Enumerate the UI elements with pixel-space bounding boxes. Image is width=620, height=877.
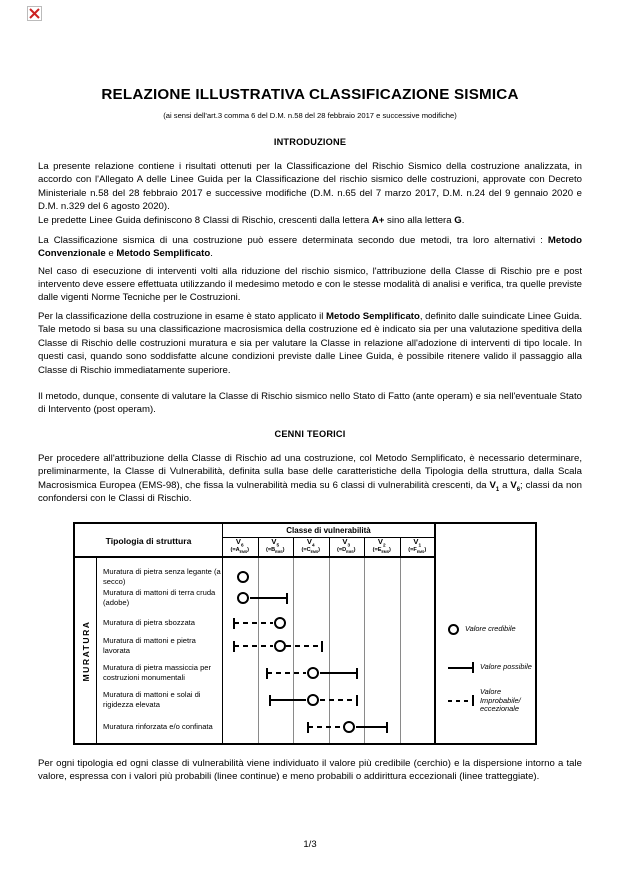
range-end-tick xyxy=(233,618,235,629)
table-row-label: Muratura di mattoni e solai di rigidezza elevata xyxy=(103,690,201,709)
legend-item: Valore Improbabile/ eccezionale xyxy=(448,688,536,714)
possible-range-line xyxy=(250,597,287,599)
range-end-tick xyxy=(356,695,358,706)
credible-value-circle xyxy=(237,571,249,583)
credible-value-circle xyxy=(274,640,286,652)
range-end-tick xyxy=(356,668,358,679)
table-row-label: Muratura di pietra massiccia per costruzioni monumentali xyxy=(103,663,212,682)
paragraph: Le predette Linee Guida definiscono 8 Classi di Rischio, crescenti dalla lettera A+ sino alla lettera G. xyxy=(38,214,465,226)
legend-item: Valore possibile xyxy=(448,662,536,673)
column-header-typology: Tipologia di struttura xyxy=(105,535,192,546)
range-end-tick xyxy=(321,641,323,652)
page-subtitle: (ai sensi dell'art.3 comma 6 del D.M. n.58 del 28 febbraio 2017 e successive modifiche) xyxy=(163,111,457,120)
credible-value-circle xyxy=(237,592,249,604)
improbable-range-line xyxy=(234,645,273,647)
range-end-tick xyxy=(269,695,271,706)
section-heading-introduzione: INTRODUZIONE xyxy=(273,137,347,147)
page-title: RELAZIONE ILLUSTRATIVA CLASSIFICAZIONE SISMICA xyxy=(101,86,519,103)
table-row-label: Muratura di mattoni e pietra lavorata xyxy=(103,636,196,655)
broken-image-icon xyxy=(27,6,42,21)
paragraph: La presente relazione contiene i risultati ottenuti per la Classificazione del Rischio Sismico della costruzione analizzata, in accordo con l'Allegato A delle Linee Guida per la Classificazione del rischio sismico delle costruzioni, approvate con Decreto Ministeriale n.58 del 28 febbraio 2017 e successive modifiche (D.M. n.65 del 7 marzo 2017, D.M. n.24 del 9 gennaio 2020 e D.M. n.329 del 6 agosto 2020). xyxy=(38,161,582,213)
column-header-v4: $V_4$ $(=C_{EMS})$ xyxy=(301,537,321,555)
improbable-range-line xyxy=(234,622,273,624)
paragraph: Nel caso di esecuzione di interventi volti alla riduzione del rischio sismico, l'attribuzione della Classe di Rischio pre e post intervento deve essere effettuata utilizzando il medesimo metodo e con le stesse modalità di analisi e verifica, tra quelle previste dalle vigenti Norme Tecniche per le Costruzioni. xyxy=(38,265,582,304)
legend-item: Valore credibile xyxy=(448,624,521,635)
credible-circle-icon xyxy=(448,624,459,635)
possible-range-line xyxy=(270,699,307,701)
row-group-label-muratura: MURATURA xyxy=(80,619,91,682)
table-row-label: Muratura di pietra sbozzata xyxy=(103,618,196,628)
chart-legend xyxy=(436,558,535,743)
section-heading-cenni-teorici: CENNI TEORICI xyxy=(274,429,346,439)
range-end-tick xyxy=(286,593,288,604)
column-header-v5: $V_5$ $(=B_{EMS})$ xyxy=(265,537,285,555)
improbable-range-line xyxy=(308,726,342,728)
column-header-v6: $V_6$ $(=A_{EMS})$ xyxy=(230,537,250,555)
column-header-class: Classe di vulnerabilità xyxy=(286,526,371,535)
column-header-v3: $V_3$ $(=D_{EMS})$ xyxy=(336,537,356,555)
table-row-label: Muratura di mattoni di terra cruda (adobe) xyxy=(103,588,216,607)
possible-range-line xyxy=(320,672,357,674)
credible-value-circle xyxy=(274,617,286,629)
paragraph: La Classificazione sismica di una costruzione può essere determinata secondo due metodi, tra loro alternativi : Metodo Convenzionale e Metodo Semplificato. xyxy=(38,234,582,259)
column-header-v1: $V_1$ $(=F_{EMS})$ xyxy=(408,537,427,555)
table-row-label: Muratura rinforzata e/o confinata xyxy=(103,722,213,732)
paragraph: Per ogni tipologia ed ogni classe di vulnerabilità viene individuato il valore più credibile (cerchio) e la dispersione intorno a tale valore, espressa con i valori più probabili (linee continue) e meno probabili o addirittura eccezionali (linee tratteggiate). xyxy=(38,758,582,783)
paragraph: Il metodo, dunque, consente di valutare la Classe di Rischio sismico nello Stato di Fatto (ante operam) e sia nell'eventuale Stato di Intervento (post operam). xyxy=(38,391,582,416)
possible-line-icon xyxy=(448,662,474,673)
page-number: 1/3 xyxy=(303,839,317,850)
credible-value-circle xyxy=(343,721,355,733)
range-end-tick xyxy=(233,641,235,652)
credible-value-circle xyxy=(307,694,319,706)
range-end-tick xyxy=(307,722,309,733)
range-end-tick xyxy=(386,722,388,733)
table-row-label: Muratura di pietra senza legante (a secco) xyxy=(103,567,221,586)
range-end-tick xyxy=(266,668,268,679)
improbable-range-line xyxy=(267,672,306,674)
improbable-dashed-line-icon xyxy=(448,695,474,706)
credible-value-circle xyxy=(307,667,319,679)
improbable-range-line xyxy=(320,699,357,701)
column-header-v2: $V_2$ $(=E_{EMS})$ xyxy=(372,537,391,555)
vulnerability-table xyxy=(73,522,537,745)
possible-range-line xyxy=(356,726,387,728)
paragraph: Per procedere all'attribuzione della Classe di Rischio ad una costruzione, col Metodo Semplificato, è necessario determinare, preliminarmente, la Classe di Vulnerabilità, definita sulla base delle caratteristiche della Tipologia della struttura, dalla Scala Macrosismica Europea (EMS-98), che fissa la vulnerabilità media su 6 classi di vulnerabilità crescenti, da $V_1$ a $V_6$; classi da non confondersi con le Classi di Rischio. xyxy=(38,453,582,505)
improbable-range-line xyxy=(286,645,322,647)
paragraph: Per la classificazione della costruzione in esame è stato applicato il Metodo Semplificato, definito dalle suindicate Linee Guida. Tale metodo si basa su una classificazione macrosismica della costruzione ed è indicato sia per una valutazione speditiva della Classe di Rischio delle costruzioni muratura e sia per valutare la Classe in relazione all'adozione di interventi di tipo locale. In questi casi, quando sono soddisfatte alcune condizioni previste dalle Linee Guida, è possibile ritenere valido il passaggio alla Classe di Rischio immediatamente superiore. xyxy=(38,311,583,376)
